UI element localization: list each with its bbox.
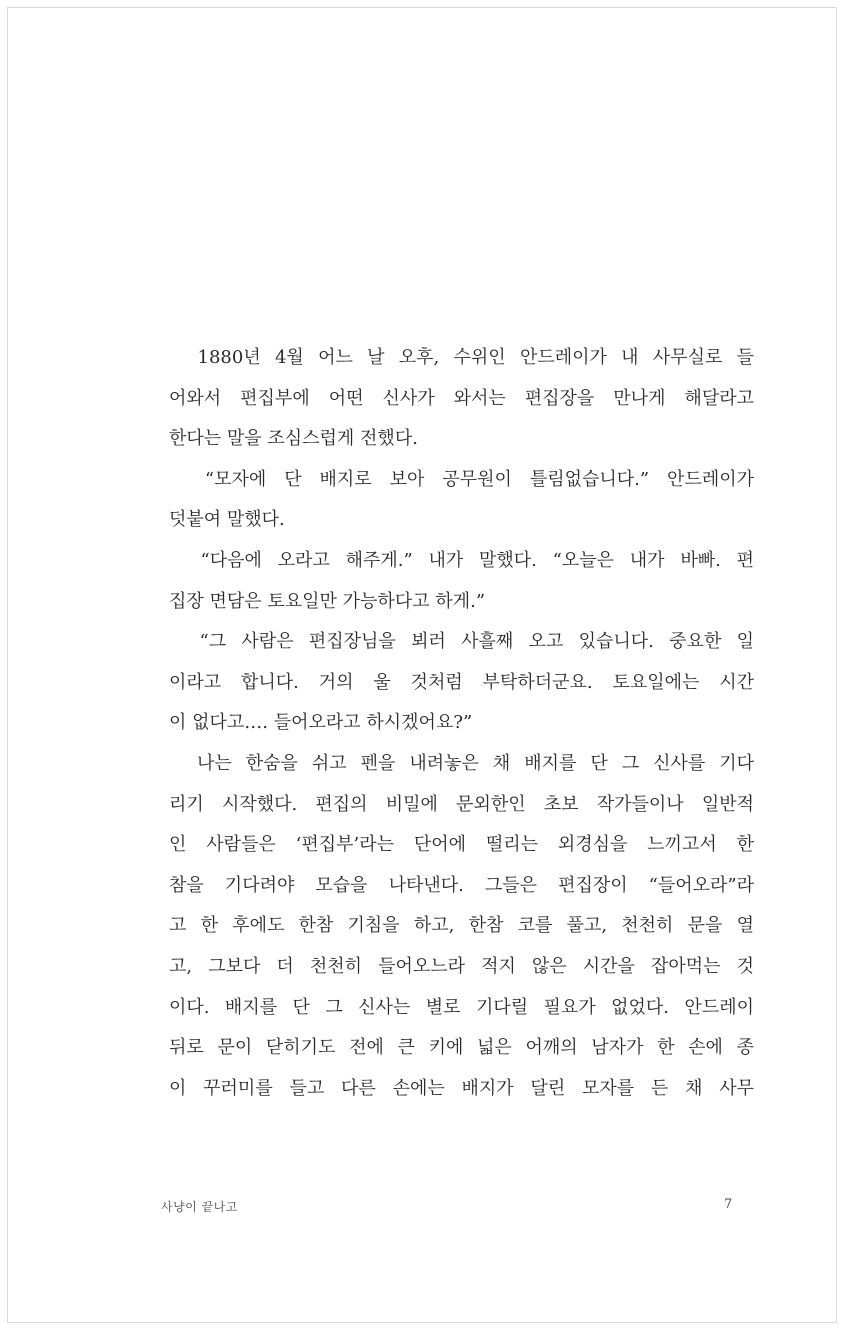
text-line: 이다. 배지를 단 그 신사는 별로 기다릴 필요가 없었다. 안드레이 <box>169 996 754 1018</box>
text-line: 나는 한숨을 쉬고 펜을 내려놓은 채 배지를 단 그 신사를 기다 <box>169 752 754 774</box>
running-footer-title: 사냥이 끝나고 <box>161 1200 238 1214</box>
text-line: 한다는 말을 조심스럽게 전했다. <box>169 428 418 450</box>
text-line: 이라고 합니다. 거의 울 것처럼 부탁하더군요. 토요일에는 시간 <box>169 671 754 693</box>
text-line: 고 한 후에도 한참 기침을 하고, 한참 코를 풀고, 천천히 문을 열 <box>169 915 754 937</box>
text-line: “다음에 오라고 해주게.” 내가 말했다. “오늘은 내가 바빠. 편 <box>169 549 754 571</box>
text-line: 참을 기다려야 모습을 나타낸다. 그들은 편집장이 “들어오라”라 <box>169 874 754 896</box>
body-text <box>169 338 754 1109</box>
text-line: 리기 시작했다. 편집의 비밀에 문외한인 초보 작가들이나 일반적 <box>169 793 754 815</box>
text-line: 덧붙여 말했다. <box>169 509 285 531</box>
text-line: 고, 그보다 더 천천히 들어오느라 적지 않은 시간을 잡아먹는 것 <box>169 955 754 977</box>
text-line: 이 없다고…. 들어오라고 하시겠어요?” <box>169 712 473 734</box>
text-line: 이 꾸러미를 들고 다른 손에는 배지가 달린 모자를 든 채 사무 <box>169 1077 754 1099</box>
page-number: 7 <box>724 1197 733 1212</box>
text-line: 어와서 편집부에 어떤 신사가 와서는 편집장을 만나게 해달라고 <box>169 387 754 409</box>
text-line: 1880년 4월 어느 날 오후, 수위인 안드레이가 내 사무실로 들 <box>169 347 754 368</box>
text-line: “모자에 단 배지로 보아 공무원이 틀림없습니다.” 안드레이가 <box>169 468 754 490</box>
text-line: “그 사람은 편집장님을 뵈러 사흘째 오고 있습니다. 중요한 일 <box>169 631 754 653</box>
text-line: 집장 면담은 토요일만 가능하다고 하게.” <box>169 590 486 612</box>
text-line: 뒤로 문이 닫히기도 전에 큰 키에 넓은 어깨의 남자가 한 손에 종 <box>169 1037 754 1059</box>
text-line: 인 사람들은 ‘편집부’라는 단어에 떨리는 외경심을 느끼고서 한 <box>169 834 754 856</box>
book-page <box>7 7 837 1323</box>
